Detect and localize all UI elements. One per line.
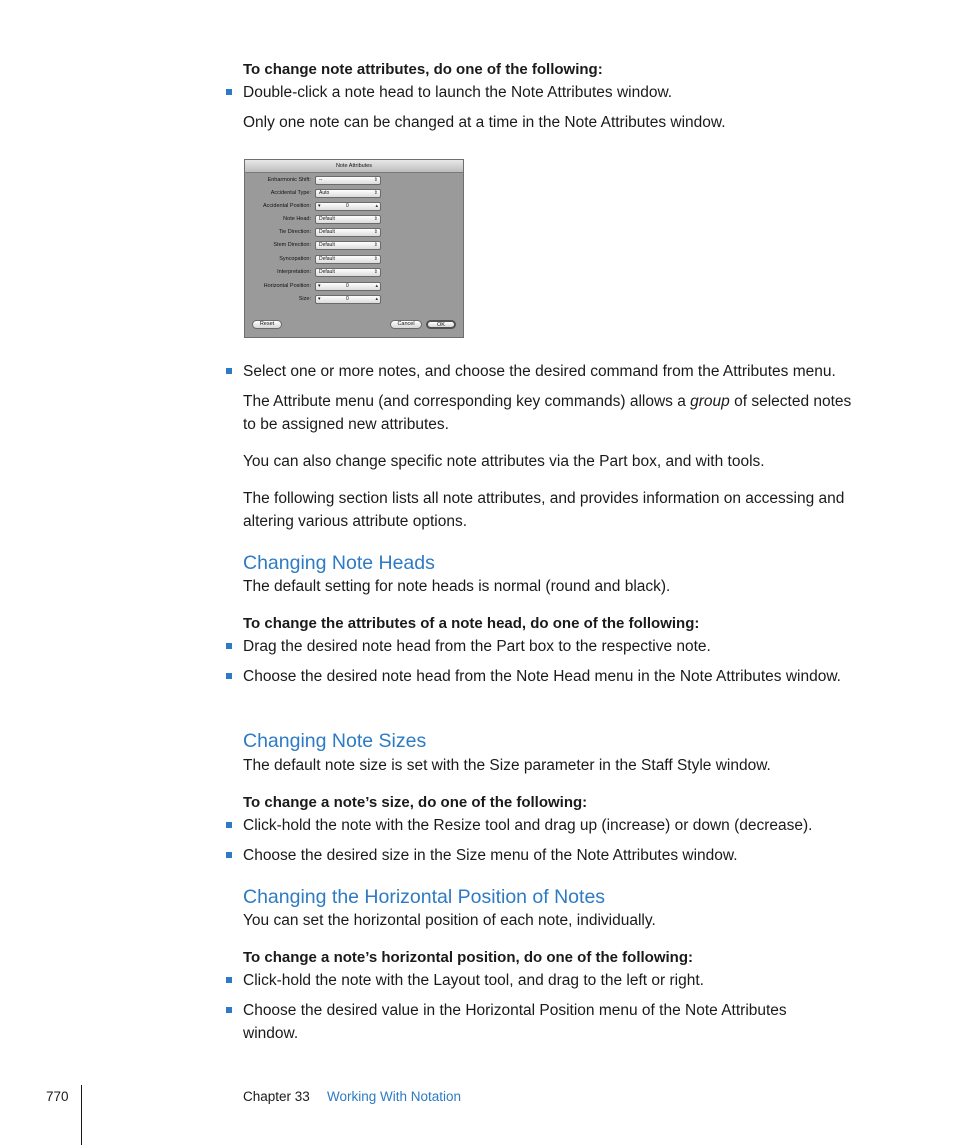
bullet-layout-tool: Click-hold the note with the Layout tool, and drag to the left or right.	[243, 972, 704, 989]
popup-arrows-icon: ⇕	[373, 216, 378, 222]
section-heading-note-sizes: Changing Note Sizes	[243, 730, 427, 752]
popup-arrows-icon: ⇕	[373, 177, 378, 183]
section-heading-note-heads: Changing Note Heads	[243, 552, 435, 574]
ok-button: OK	[426, 320, 456, 329]
popup-arrows-icon: ⇕	[373, 256, 378, 262]
accidental-type-value: Auto	[319, 190, 330, 196]
reset-button: Reset	[252, 320, 282, 329]
horizontal-desc: You can set the horizontal position of each note, individually.	[243, 912, 656, 929]
paragraph-text: The Attribute menu (and corresponding key commands) allows a	[243, 393, 691, 410]
dialog-label-note-head: Note Head:	[283, 216, 311, 222]
accidental-position-slider	[315, 202, 381, 211]
popup-arrows-icon: ⇕	[373, 269, 378, 275]
bullet-marker	[226, 977, 232, 983]
note-head-popup	[315, 215, 381, 224]
tie-direction-value: Default	[319, 229, 335, 235]
bullet-marker	[226, 89, 232, 95]
section-list-paragraph: The following section lists all note attributes, and provides information on accessing and altering various attribute options.	[243, 490, 845, 530]
increment-arrow-icon: ▴	[375, 296, 378, 302]
increment-arrow-icon: ▴	[375, 203, 378, 209]
dialog-label-horizontal-position: Horizontal Position:	[263, 283, 311, 289]
bullet-note-one-at-a-time: Only one note can be changed at a time in the Note Attributes window.	[243, 114, 726, 131]
dialog-label-accidental-type: Accidental Type:	[270, 190, 311, 196]
task-heading-horizontal: To change a note’s horizontal position, do one of the following:	[243, 949, 693, 966]
footer-chapter-title: Working With Notation	[327, 1089, 462, 1104]
bullet-marker	[226, 852, 232, 858]
popup-arrows-icon: ⇕	[373, 242, 378, 248]
bullet-size-menu: Choose the desired size in the Size menu of the Note Attributes window.	[243, 847, 738, 864]
part-box-paragraph: You can also change specific note attributes via the Part box, and with tools.	[243, 453, 765, 470]
increment-arrow-icon: ▴	[375, 283, 378, 289]
bullet-drag-note-head: Drag the desired note head from the Part box to the respective note.	[243, 638, 711, 655]
task-heading-note-head: To change the attributes of a note head, do one of the following:	[243, 615, 700, 632]
accidental-position-value: 0	[346, 203, 349, 209]
tie-direction-popup	[315, 228, 381, 237]
page-number: 770	[46, 1089, 69, 1104]
size-slider	[315, 295, 381, 304]
bullet-marker	[226, 643, 232, 649]
popup-arrows-icon: ⇕	[373, 190, 378, 196]
dialog-label-syncopation: Syncopation:	[279, 256, 311, 262]
accidental-type-popup	[315, 189, 381, 198]
stem-direction-popup	[315, 241, 381, 250]
note-heads-desc: The default setting for note heads is normal (round and black).	[243, 578, 671, 595]
section-heading-horizontal-position: Changing the Horizontal Position of Notes	[243, 886, 606, 908]
enharmonic-shift-value: --	[319, 177, 323, 183]
dialog-label-accidental-position: Accidental Position:	[263, 203, 311, 209]
decrement-arrow-icon: ▾	[318, 203, 321, 209]
note-attributes-window-image	[244, 159, 464, 338]
bullet-marker	[226, 1007, 232, 1013]
horizontal-position-slider	[315, 282, 381, 291]
interpretation-popup	[315, 268, 381, 277]
enharmonic-shift-popup	[315, 176, 381, 185]
horizontal-position-value: 0	[346, 283, 349, 289]
task-heading-note-attributes: To change note attributes, do one of the following:	[243, 61, 603, 78]
dialog-label-interpretation: Interpretation:	[277, 269, 311, 275]
bullet-choose-note-head: Choose the desired note head from the Note Head menu in the Note Attributes window.	[243, 668, 841, 685]
footer-chapter: Chapter 33	[243, 1089, 310, 1104]
bullet-double-click: Double-click a note head to launch the Note Attributes window.	[243, 84, 673, 101]
decrement-arrow-icon: ▾	[318, 283, 321, 289]
note-head-value: Default	[319, 216, 335, 222]
dialog-label-tie-direction: Tie Direction:	[278, 229, 311, 235]
bullet-resize-tool: Click-hold the note with the Resize tool and drag up (increase) or down (decrease).	[243, 817, 813, 834]
task-heading-note-size: To change a note’s size, do one of the following:	[243, 794, 588, 811]
bullet-horizontal-menu: Choose the desired value in the Horizontal Position menu of the Note Attributes window.	[243, 1002, 787, 1042]
bullet-marker	[226, 368, 232, 374]
interpretation-value: Default	[319, 269, 335, 275]
paragraph-text: of selected notes to be assigned new attributes.	[243, 393, 852, 433]
emphasis-group: group	[690, 393, 730, 410]
dialog-label-size: Size:	[298, 296, 311, 302]
footer-divider	[81, 1085, 82, 1145]
dialog-title: Note Attributes	[245, 160, 463, 173]
dialog-label-stem-direction: Stem Direction:	[273, 242, 311, 248]
attribute-menu-paragraph	[243, 390, 853, 436]
decrement-arrow-icon: ▾	[318, 296, 321, 302]
stem-direction-value: Default	[319, 242, 335, 248]
note-sizes-desc: The default note size is set with the Size parameter in the Staff Style window.	[243, 757, 771, 774]
syncopation-value: Default	[319, 256, 335, 262]
bullet-marker	[226, 822, 232, 828]
size-value: 0	[346, 296, 349, 302]
bullet-select-notes: Select one or more notes, and choose the desired command from the Attributes menu.	[243, 363, 836, 380]
bullet-marker	[226, 673, 232, 679]
popup-arrows-icon: ⇕	[373, 229, 378, 235]
syncopation-popup	[315, 255, 381, 264]
cancel-button: Cancel	[390, 320, 422, 329]
dialog-label-enharmonic-shift: Enharmonic Shift:	[267, 177, 311, 183]
